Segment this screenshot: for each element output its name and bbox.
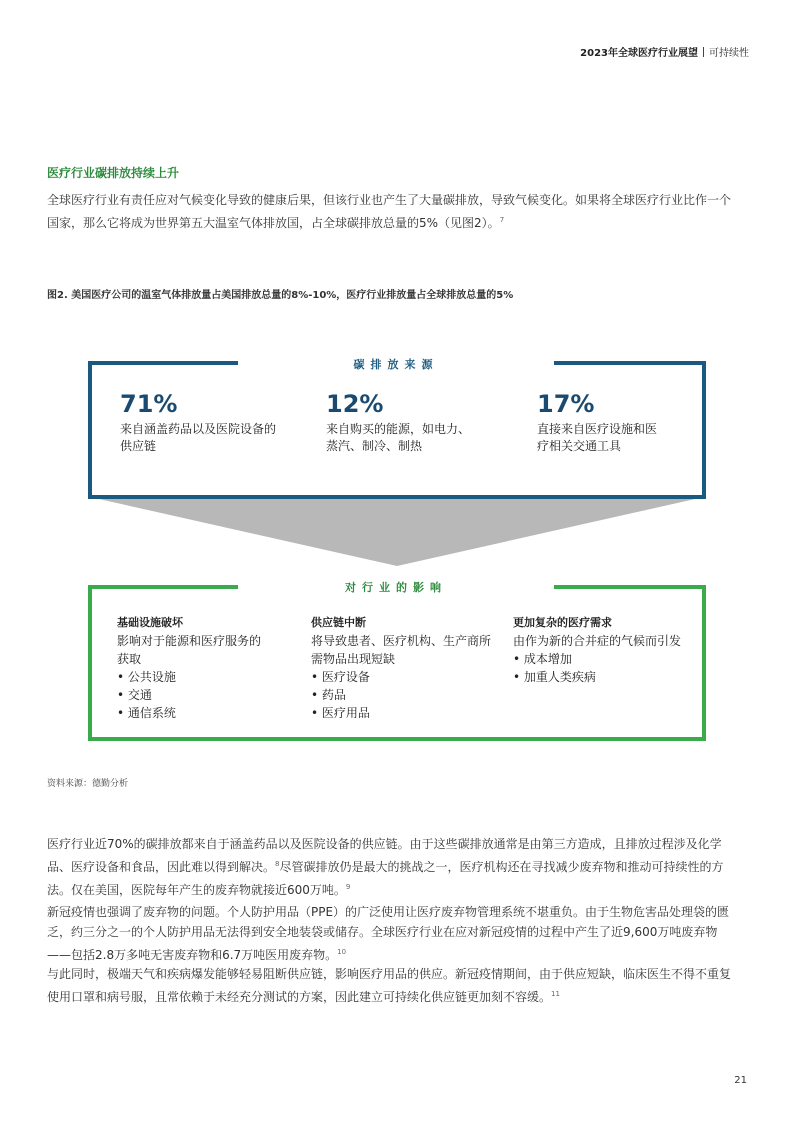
stat-description: 来自购买的能源，如电力、蒸汽、制冷、制热	[326, 422, 471, 453]
footnote-ref: 10	[337, 948, 347, 956]
impact-list	[513, 650, 693, 686]
list-item: • 加重人类疾病	[513, 668, 693, 686]
impact-supply-chain	[311, 614, 491, 722]
report-title: 2023年全球医疗行业展望	[580, 48, 698, 59]
list-item: • 药品	[311, 686, 491, 704]
stat-description: 来自涵盖药品以及医院设备的供应链	[120, 422, 277, 453]
stat-percent: 71%	[120, 390, 178, 418]
stat-purchased-energy	[326, 390, 506, 455]
intro-text: 全球医疗行业有责任应对气候变化导致的健康后果，但该行业也产生了大量碳排放，导致气候变化。如果将全球医疗行业比作一个国家，那么它将成为世界第五大温室气体排放国，占全球碳排放总量的5%（见图2）。	[47, 193, 732, 230]
body-paragraph-2	[47, 902, 737, 965]
footnote-ref: 9	[345, 883, 351, 891]
stat-description: 直接来自医疗设施和医疗相关交通工具	[537, 422, 658, 453]
impact-medical-demand	[513, 614, 693, 686]
paragraph-text: 尽管碳排放仍是最大的挑战之一，医疗机构还在寻找减少废弃物和推动可持续性的方法。仅在美国，医院每年产生的废弃物就接近600万吨。	[47, 860, 724, 897]
page-number: 21	[734, 1075, 747, 1086]
impact-description: 由作为新的合并症的气候而引发	[513, 634, 682, 648]
stat-direct-facilities	[537, 390, 717, 455]
header-section: 可持续性	[709, 48, 749, 59]
figure-source: 资料来源：德勤分析	[47, 779, 129, 789]
stat-supply-chain	[120, 390, 300, 455]
list-item: • 交通	[117, 686, 267, 704]
paragraph-text: 新冠疫情也强调了废弃物的问题。个人防护用品（PPE）的广泛使用让医疗废弃物管理系统不堪重负。由于生物危害品处理袋的匮乏，约三分之一的个人防护用品无法得到安全地装袋或储存。全球医疗行业在应对新冠疫情的过程中产生了近9,600万吨废弃物——包括2.8万多吨无害废弃物和6.7万吨医用废弃物。	[47, 905, 730, 962]
list-item: • 通信系统	[117, 704, 267, 722]
list-item: • 医疗设备	[311, 668, 491, 686]
footnote-ref: 11	[551, 990, 560, 998]
industry-impact-label: 对行业的影响	[238, 579, 554, 595]
impact-title: 基础设施破坏	[117, 616, 183, 629]
paragraph-text: 与此同时，极端天气和疾病爆发能够轻易阻断供应链，影响医疗用品的供应。新冠疫情期间，由于供应短缺，临床医生不得不重复使用口罩和病号服，且常依赖于未经充分测试的方案，因此建立可持续化供应链更加刻不容缓。	[47, 967, 732, 1004]
impact-description: 将导致患者、医疗机构、生产商所需物品出现短缺	[311, 634, 492, 666]
body-paragraph-1	[47, 834, 737, 900]
list-item: • 成本增加	[513, 650, 693, 668]
stat-percent: 12%	[326, 390, 384, 418]
figure-caption: 图2. 美国医疗公司的温室气体排放量占美国排放总量的8%-10%，医疗行业排放量占全球排放总量的5%	[47, 290, 514, 301]
section-title: 医疗行业碳排放持续上升	[47, 166, 180, 180]
paragraph-text: 医疗行业近70%的碳排放都来自于涵盖药品以及医院设备的供应链。由于这些碳排放通常是由第三方造成，且排放过程涉及化学品、医疗设备和食品，因此难以得到解决。	[47, 837, 722, 874]
body-paragraph-3	[47, 964, 737, 1007]
impact-infrastructure	[117, 614, 267, 722]
impact-description: 影响对于能源和医疗服务的获取	[117, 634, 262, 666]
list-item: • 医疗用品	[311, 704, 491, 722]
impact-title: 更加复杂的医疗需求	[513, 616, 612, 629]
funnel-shape	[90, 497, 704, 566]
stat-percent: 17%	[537, 390, 595, 418]
footnote-ref: 7	[499, 216, 505, 224]
impact-list	[311, 668, 491, 722]
list-item: • 公共设施	[117, 668, 267, 686]
footnote-ref: 8	[275, 860, 280, 868]
emission-sources-label: 碳排放来源	[238, 356, 554, 372]
impact-title: 供应链中断	[311, 616, 366, 629]
impact-list	[117, 668, 267, 722]
